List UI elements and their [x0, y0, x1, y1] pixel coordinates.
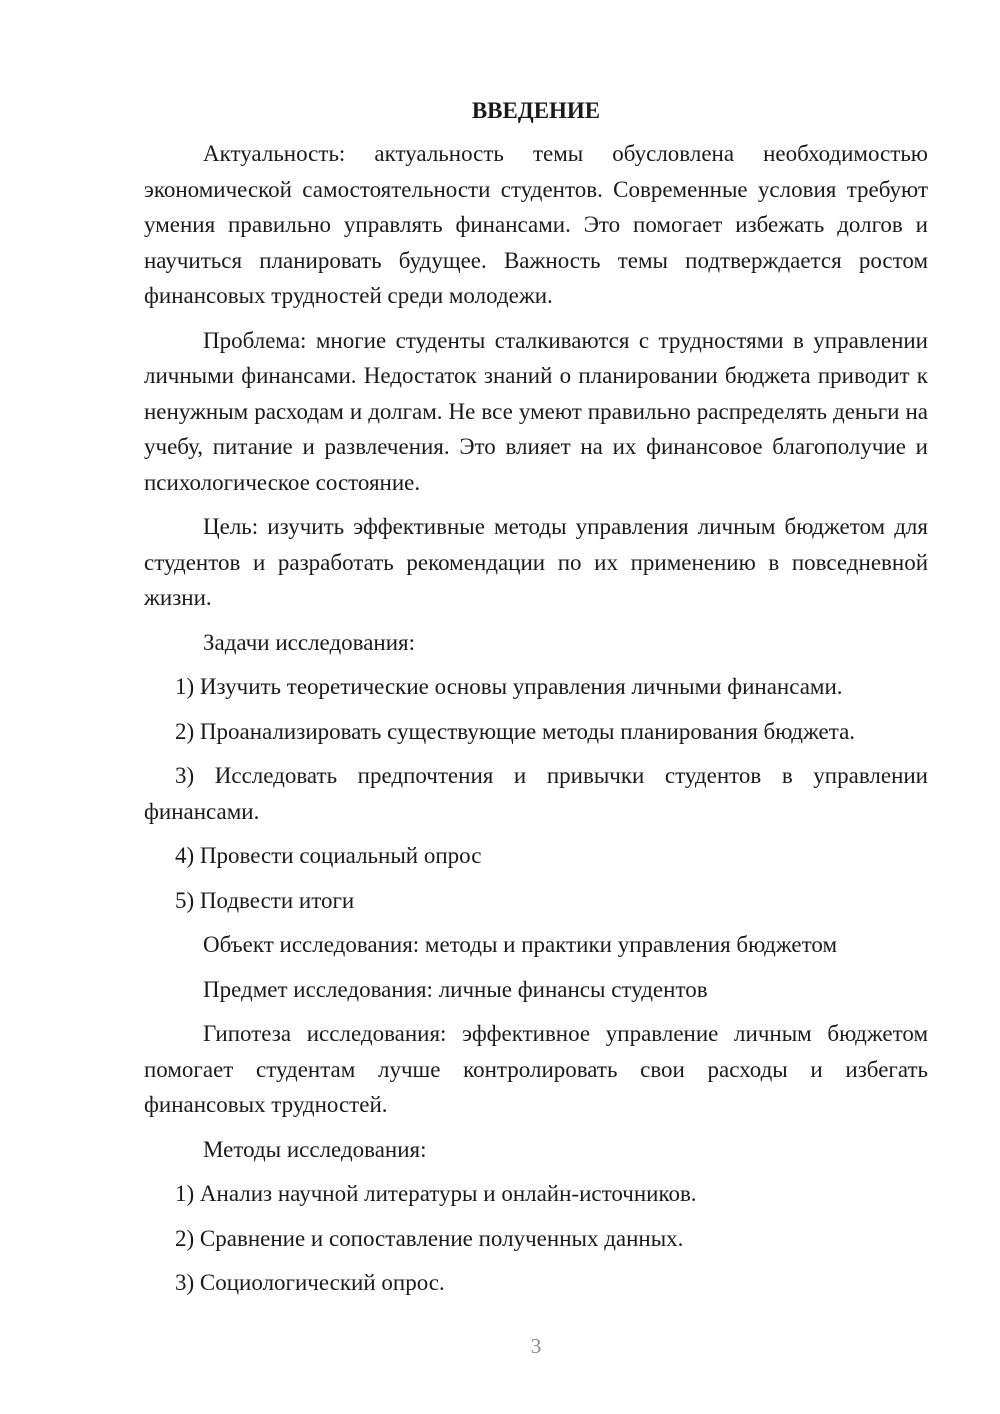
task-item-3: 3) Исследовать предпочтения и привычки студентов в управлении финансами. [144, 763, 928, 824]
task-item-5: 5) Подвести итоги [175, 887, 355, 913]
task-item-2: 2) Проанализировать существующие методы планирования бюджета. [175, 718, 856, 744]
research-object: Объект исследования: методы и практики управления бюджетом [203, 932, 838, 957]
problem-paragraph: Проблема: многие студенты сталкиваются с трудностями в управлении личными финансами. Недостаток знаний о планировании бюджета приводит к ненужным расходам и долгам. Не все умеют правильно распределять деньги на учебу, питание и развлечения. Это влияет на их финансовое благополучие и психологическое состояние. [144, 327, 928, 495]
task-item-1: 1) Изучить теоретические основы управления личными финансами. [175, 674, 843, 699]
task-item-4: 4) Провести социальный опрос [175, 843, 482, 868]
page-number: 3 [530, 1334, 542, 1358]
methods-heading: Методы исследования: [203, 1136, 427, 1162]
tasks-heading: Задачи исследования: [203, 629, 416, 655]
method-item-1: 1) Анализ научной литературы и онлайн-источников. [175, 1181, 697, 1206]
page-title: ВВЕДЕНИЕ [471, 98, 601, 123]
method-item-2: 2) Сравнение и сопоставление полученных данных. [175, 1225, 684, 1251]
relevance-paragraph: Актуальность: актуальность темы обусловлена необходимостью экономической самостоятельности студентов. Современные условия требуют умения правильно управлять финансами. Это помогает избежать долгов и научиться планировать будущее. Важность темы подтверждается ростом финансовых трудностей среди молодежи. [144, 141, 928, 308]
goal-paragraph: Цель: изучить эффективные методы управления личным бюджетом для студентов и разработать рекомендации по их применению в повседневной жизни. [144, 514, 928, 610]
method-item-3: 3) Социологический опрос. [175, 1270, 445, 1295]
document-body [144, 96, 928, 1310]
research-subject: Предмет исследования: личные финансы студентов [203, 976, 708, 1002]
hypothesis-paragraph: Гипотеза исследования: эффективное управление личным бюджетом помогает студентам лучше контролировать свои расходы и избегать финансовых трудностей. [144, 1021, 928, 1117]
